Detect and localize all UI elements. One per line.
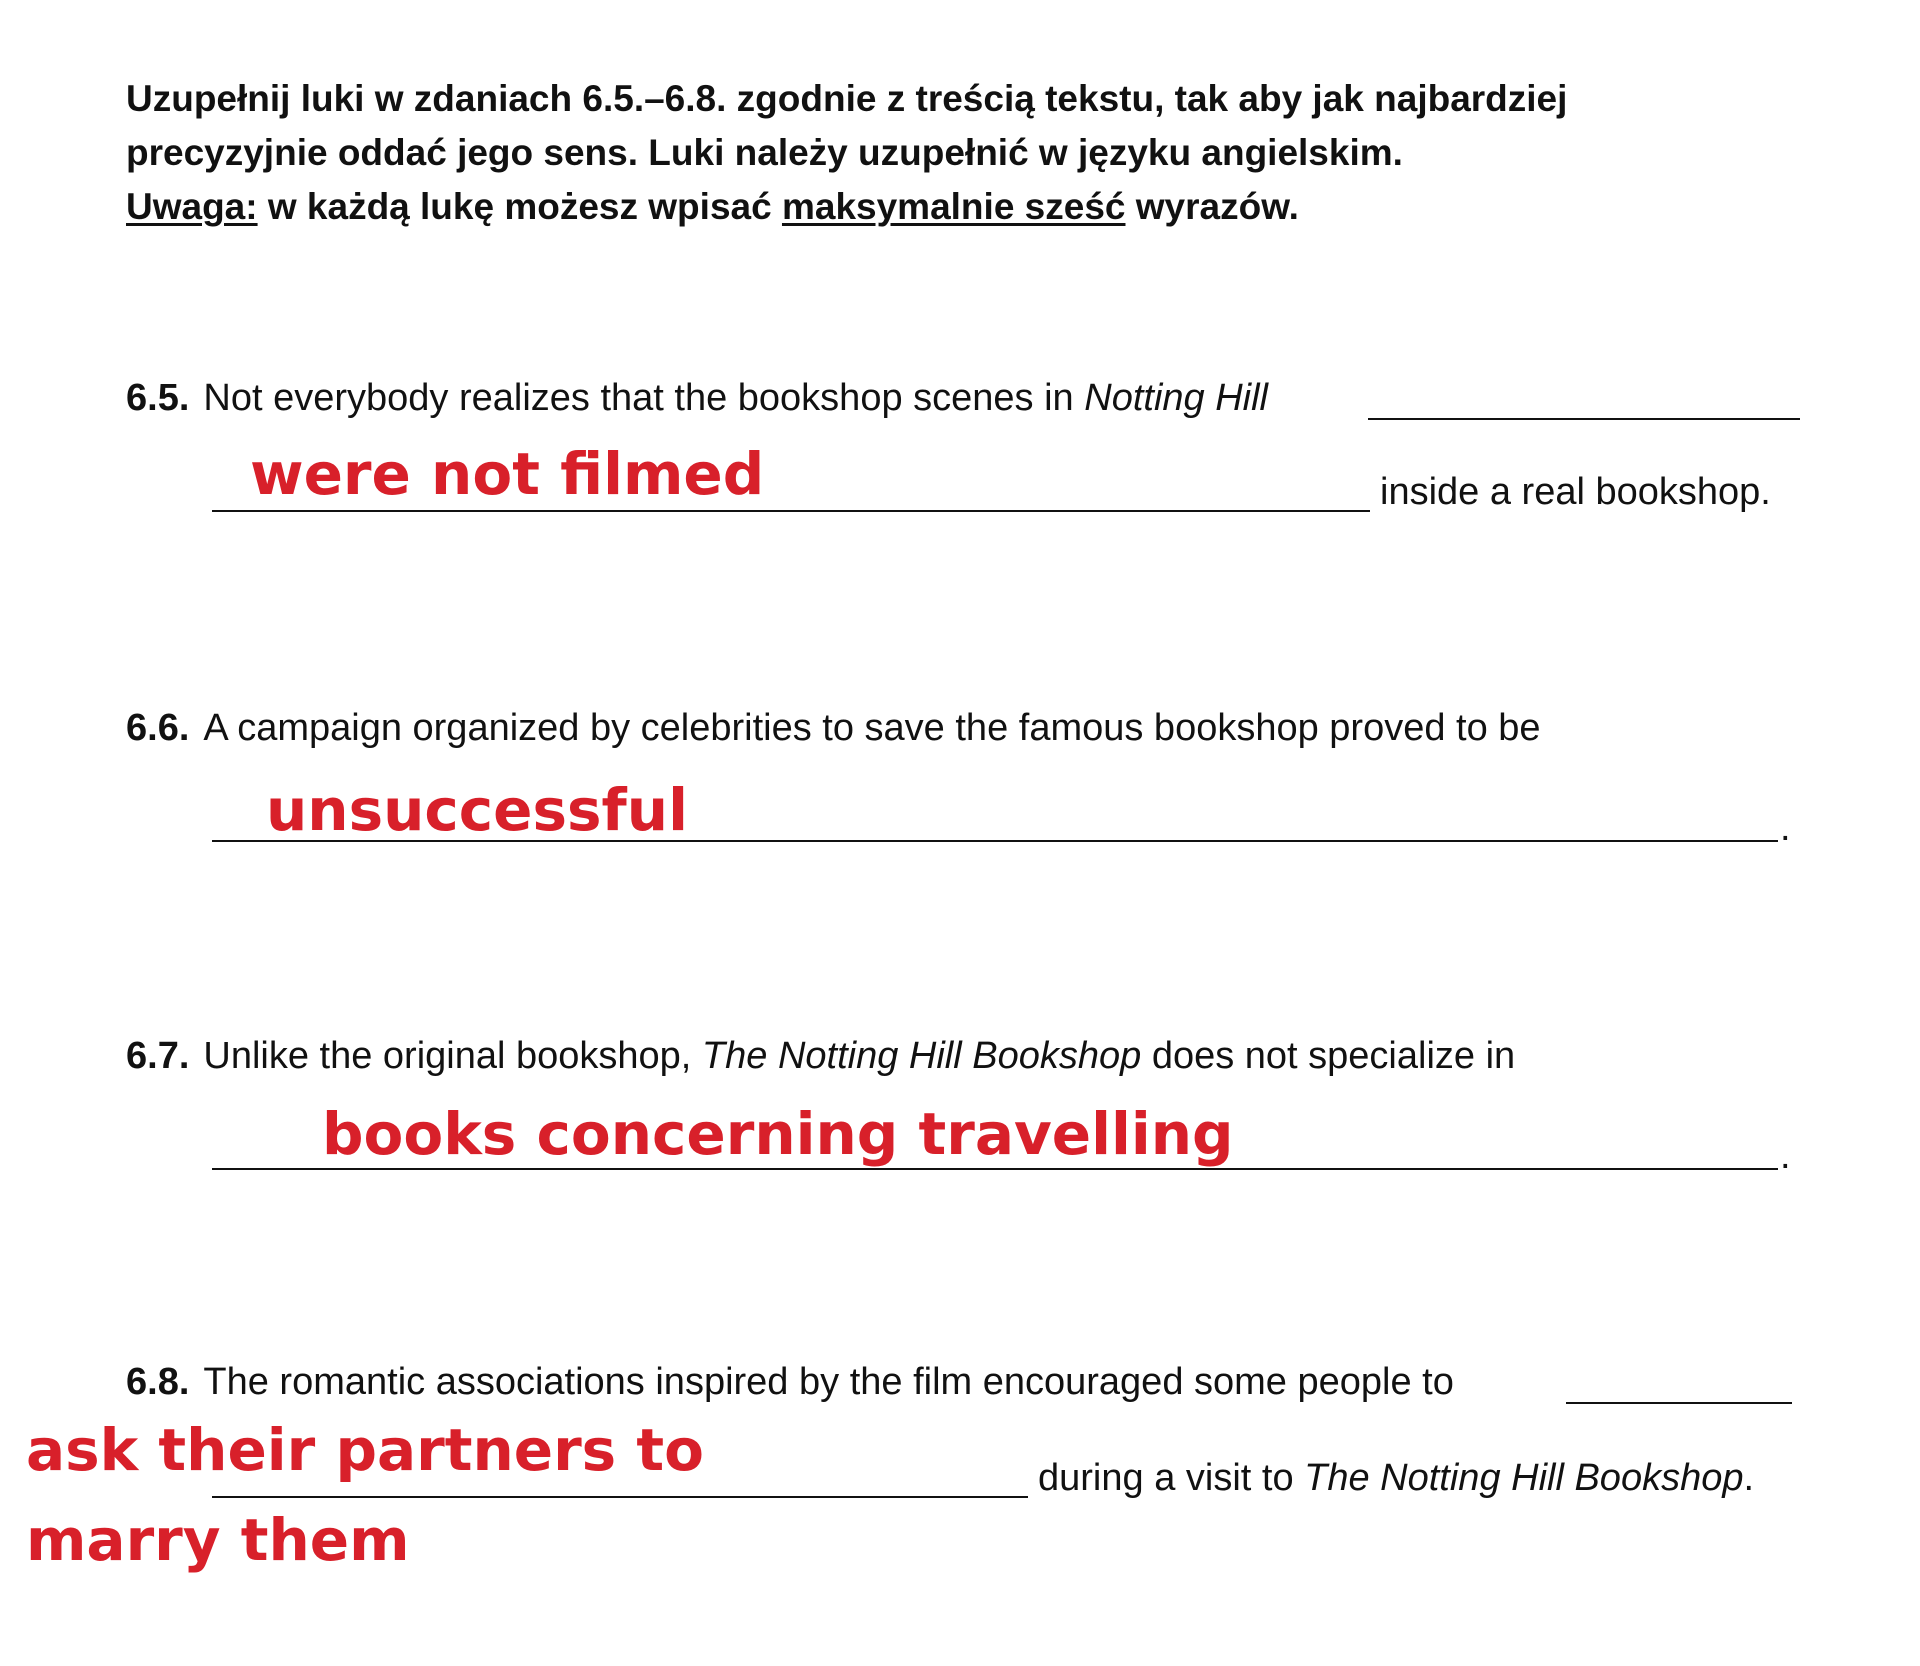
question-6-7 (126, 1034, 1515, 1078)
answer-blank-6-5[interactable] (212, 510, 1370, 512)
bookshop-title: The Notting Hill Bookshop (701, 1035, 1142, 1077)
question-text-end: during a visit to (1038, 1457, 1305, 1499)
question-text-cont: does not specialize in (1141, 1035, 1516, 1077)
question-text: Not everybody realizes that the bookshop scenes in (203, 377, 1085, 419)
question-period: . (1743, 1457, 1755, 1499)
instructions-line-3 (126, 180, 1826, 234)
question-text: The romantic associations inspired by the film encouraged some people to (203, 1361, 1454, 1403)
question-6-8 (126, 1360, 1454, 1404)
instructions-line-1: Uzupełnij luki w zdaniach 6.5.–6.8. zgodnie z treścią tekstu, tak aby jak najbardziej (126, 78, 1568, 119)
answer-6-7: books concerning travelling (322, 1100, 1234, 1168)
instructions (126, 72, 1826, 234)
question-number: 6.5. (126, 377, 190, 419)
question-number: 6.7. (126, 1035, 190, 1077)
note-text: w każdą lukę możesz wpisać (257, 186, 782, 227)
question-6-6-end: . (1780, 807, 1791, 849)
note-label: Uwaga: (126, 186, 258, 227)
answer-blank-6-7[interactable] (212, 1168, 1778, 1170)
blank-line (1566, 1402, 1792, 1404)
instructions-line-2: precyzyjnie oddać jego sens. Luki należy uzupełnić w języku angielskim. (126, 132, 1403, 173)
bookshop-title: The Notting Hill Bookshop (1304, 1457, 1744, 1499)
question-6-6 (126, 706, 1541, 750)
question-6-5-end: inside a real bookshop. (1380, 471, 1771, 513)
question-6-8-end (1038, 1456, 1754, 1500)
blank-line (1368, 418, 1800, 420)
question-text: Unlike the original bookshop, (203, 1035, 702, 1077)
question-number: 6.6. (126, 707, 190, 749)
word-limit: maksymalnie sześć (781, 186, 1126, 227)
note-end: wyrazów. (1125, 186, 1299, 227)
answer-6-6: unsuccessful (266, 776, 688, 844)
question-number: 6.8. (126, 1361, 190, 1403)
answer-6-5: were not filmed (250, 440, 765, 508)
answer-blank-6-8[interactable] (212, 1496, 1028, 1498)
question-6-7-end: . (1780, 1135, 1791, 1177)
film-title: Notting Hill (1084, 377, 1268, 419)
answer-6-8-line-2: marry them (26, 1506, 410, 1574)
question-text: A campaign organized by celebrities to save the famous bookshop proved to be (203, 707, 1541, 749)
question-6-5 (126, 376, 1268, 420)
answer-6-8-line-1: ask their partners to (26, 1416, 704, 1484)
